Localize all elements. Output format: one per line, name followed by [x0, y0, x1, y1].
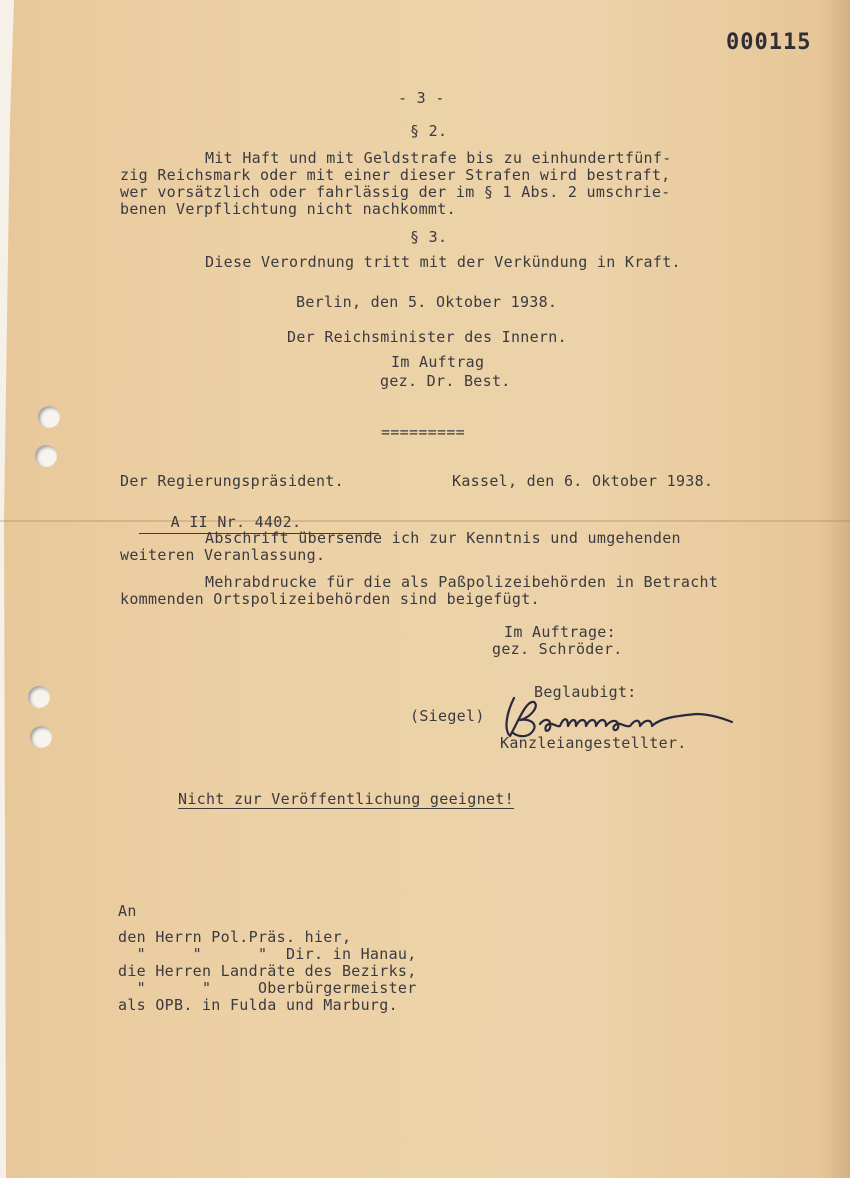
recipient-line: " " Oberbürgermeister [118, 979, 417, 997]
cover-para1-line: Abschrift übersende ich zur Kenntnis und umgehenden [205, 529, 681, 547]
recipient-line: den Herrn Pol.Präs. hier, [118, 928, 352, 946]
punch-hole [35, 445, 57, 467]
page-marker: - 3 - [398, 89, 445, 107]
cover-place-date: Kassel, den 6. Oktober 1938. [452, 472, 714, 490]
recipient-line: die Herren Landräte des Bezirks, [118, 962, 417, 980]
recipient-line: als OPB. in Fulda und Marburg. [118, 996, 398, 1014]
cover-signed: gez. Schröder. [492, 640, 623, 658]
punch-hole [30, 726, 52, 748]
seal-note: (Siegel) [410, 707, 485, 725]
decree-place-date: Berlin, den 5. Oktober 1938. [296, 293, 558, 311]
decree-signed: gez. Dr. Best. [380, 372, 511, 390]
cover-sender: Der Regierungspräsident. [120, 472, 344, 490]
certification-label: Beglaubigt: [534, 683, 637, 701]
cover-para2-line: kommenden Ortspolizeibehörden sind beigefügt. [120, 590, 540, 608]
section-2-line: wer vorsätzlich oder fahrlässig der im § 1 Abs. 2 umschrie- [120, 183, 671, 201]
section-2-line: Mit Haft und mit Geldstrafe bis zu einhundertfünf- [205, 149, 672, 167]
section-2-line: zig Reichsmark oder mit einer dieser Strafen wird bestraft, [120, 166, 671, 184]
decree-issuer: Der Reichsminister des Innern. [287, 328, 567, 346]
punch-hole [38, 406, 60, 428]
section-2-heading: § 2. [410, 122, 448, 140]
recipient-line: " " " Dir. in Hanau, [118, 945, 417, 963]
section-3-line: Diese Verordnung tritt mit der Verkündung in Kraft. [205, 253, 681, 271]
cover-para1-line: weiteren Veranlassung. [120, 546, 326, 564]
recipients-intro: An [118, 902, 137, 920]
page-edge-shadow [820, 0, 850, 1178]
divider: ========= [381, 423, 465, 441]
publication-notice: Nicht zur Veröffentlichung geeignet! [178, 790, 514, 808]
certification-title: Kanzleiangestellter. [500, 734, 687, 752]
section-2-line: benen Verpflichtung nicht nachkommt. [120, 200, 456, 218]
cover-reference-text: A II Nr. 4402. [139, 514, 380, 534]
decree-order: Im Auftrag [391, 353, 485, 371]
section-3-heading: § 3. [410, 228, 448, 246]
document-number: 000115 [726, 30, 812, 55]
punch-hole [28, 686, 50, 708]
cover-para2-line: Mehrabdrucke für die als Paßpolizeibehörden in Betracht [205, 573, 719, 591]
cover-order: Im Auftrage: [504, 623, 616, 641]
